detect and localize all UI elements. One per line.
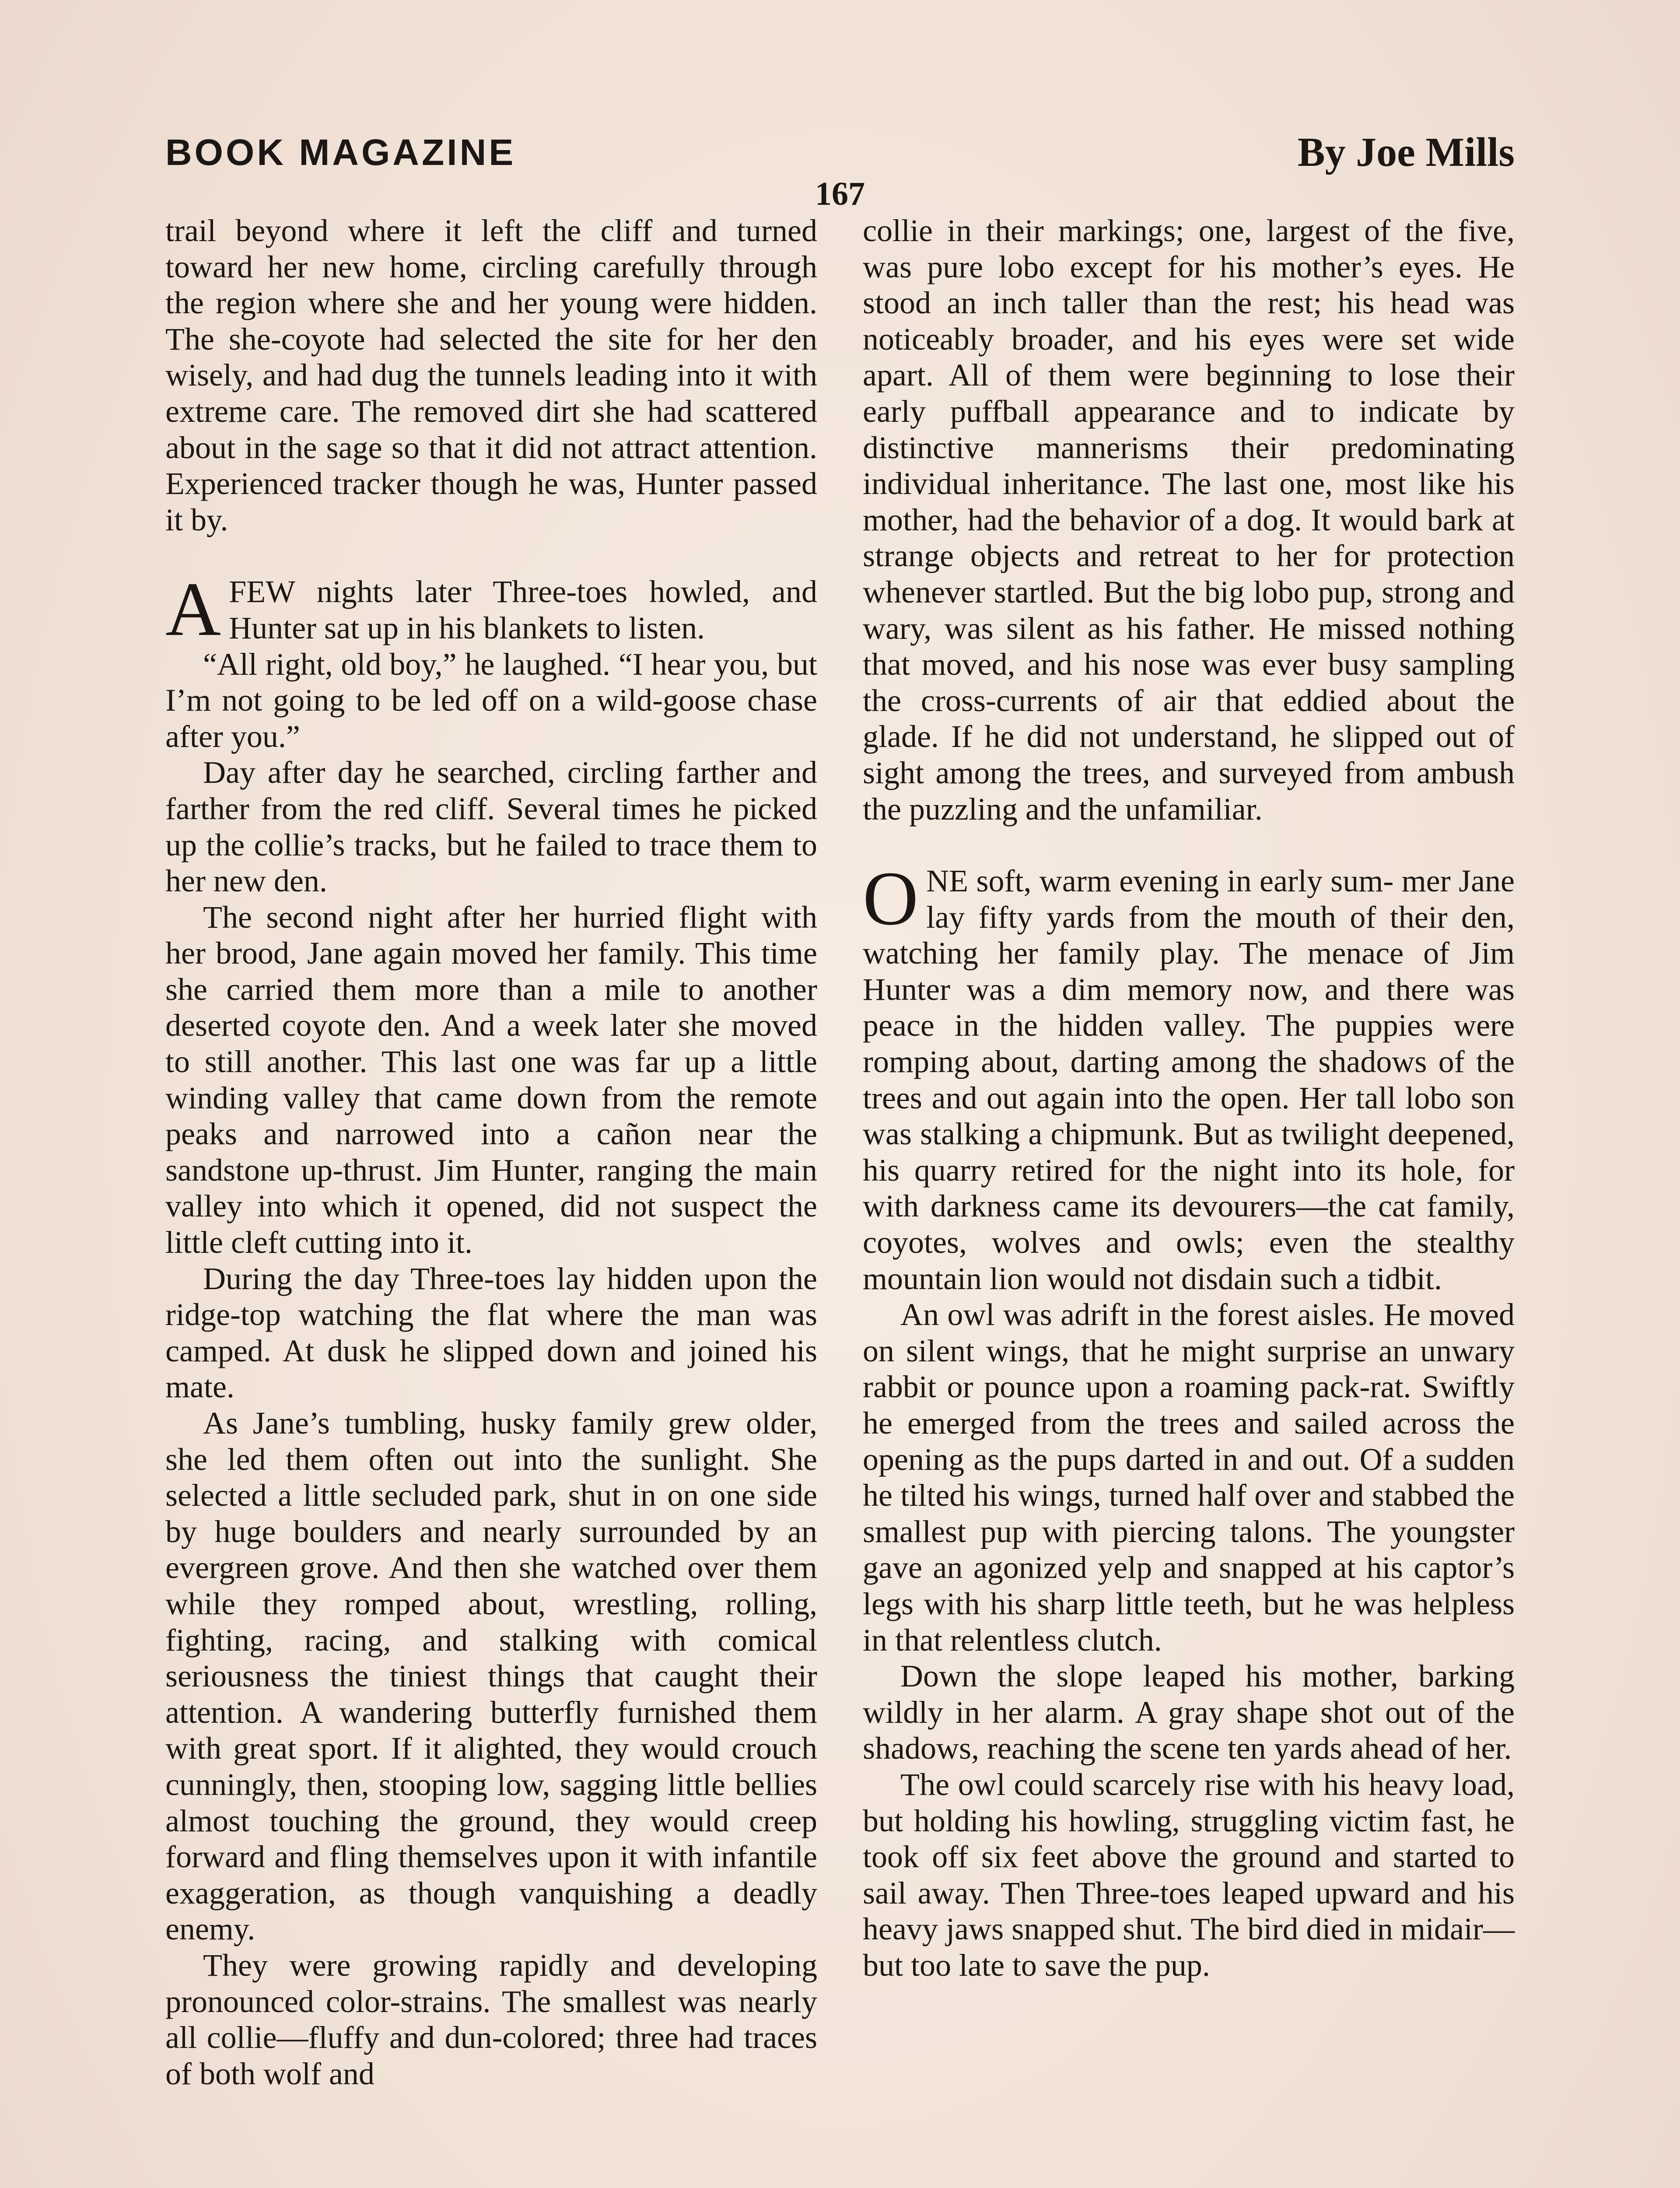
paragraph: collie in their markings; one, largest of the five, was pure lobo except for his mother’s eyes. He stood an inch taller than the rest; his head was noticeably broader, and his eyes were set wide apart. All of them were beginning to lose their early puffball appearance and to indicate by distinctive mannerisms their predominating individual inheritance. The last one, most like his mother, had the behavior of a dog. It would bark at strange objects and retreat to her for protection whenever startled. But the big lobo pup, strong and wary, was silent as his father. He missed nothing that moved, and his nose was ever busy sampling the cross-currents of air that eddied about the glade. If he did not understand, he slipped out of sight among the trees, and surveyed from ambush the puzzling and the unfamiliar.	[863, 213, 1515, 827]
publication-title: BOOK MAGAZINE	[165, 132, 516, 173]
paragraph: As Jane’s tumbling, husky family grew older, she led them often out into the sunlight. She selected a little secluded park, shut in on one side by huge boulders and nearly surrounded by an evergreen grove. And then she watched over them while they romped about, wrestling, rolling, fighting, racing, and stalking with comical seriousness the tiniest things that caught their attention. A wandering butterfly furnished them with great sport. If it alighted, they would crouch cunningly, then, stooping low, sagging little bellies almost touching the ground, they would creep forward and fling themselves upon it with infantile exaggeration, as though vanquishing a deadly enemy.	[165, 1406, 817, 1947]
drop-cap: A	[165, 567, 221, 652]
paragraph: The second night after her hurried flight with her brood, Jane again moved her family. This time she carried them more than a mile to another deserted coyote den. And a week later she moved to still another. This last one was far up a little winding valley that came down from the remote peaks and narrowed into a cañon near the sandstone up-thrust. Jim Hunter, ranging the main valley into which it opened, did not suspect the little cleft cutting into it.	[165, 899, 817, 1260]
drop-cap: O	[863, 856, 919, 942]
left-column	[165, 213, 817, 2092]
paragraph: An owl was adrift in the forest aisles. He moved on silent wings, that he might surprise an unwary rabbit or pounce upon a roaming pack-rat. Swiftly he emerged from the trees and sailed across the opening as the pups darted in and out. Of a sudden he tilted his wings, turned half over and stabbed the smallest pup with piercing talons. The youngster gave an agonized yelp and snapped at his captor’s legs with his sharp little teeth, but he was helpless in that relentless clutch.	[863, 1297, 1515, 1658]
page-number: 167	[815, 175, 865, 212]
paragraph-text: mer Jane lay fifty yards from the mouth of their den, watching her family play. The menace of Jim Hunter was a dim memory now, and there was peace in the hidden valley. The puppies were romping about, darting among the shadows of the trees and out again into the open. Her tall lobo son was stalking a chipmunk. But as twilight deepened, his quarry retired for the night into its hole, for with darkness came its devourers—the cat family, coyotes, wolves and owls; even the stealthy mountain lion would not disdain such a tidbit.	[863, 863, 1515, 1296]
paragraph: Day after day he searched, circling farther and farther from the red cliff. Several times he picked up the collie’s tracks, but he failed to trace them to her new den.	[165, 755, 817, 899]
paragraph: The owl could scarcely rise with his heavy load, but holding his howling, struggling victim fast, he took off six feet above the ground and started to sail away. Then Three-toes leaped upward and his heavy jaws snapped shut. The bird died in midair—but too late to save the pup.	[863, 1767, 1515, 1983]
section-opening-paragraph	[165, 567, 817, 652]
section-lead-text: NE soft, warm evening in early sum-	[926, 863, 1394, 899]
paragraph: Down the slope leaped his mother, barking wildly in her alarm. A gray shape shot out of the shadows, reaching the scene ten yards ahead of her.	[863, 1659, 1515, 1766]
author-byline: By Joe Mills	[1297, 130, 1515, 175]
paragraph: During the day Three-toes lay hidden upon the ridge-top watching the flat where the man was camped. At dusk he slipped down and joined his mate.	[165, 1261, 817, 1405]
paragraph: They were growing rapidly and developing pronounced color-strains. The smallest was nearly all collie—fluffy and dun-colored; three had traces of both wolf and	[165, 1947, 817, 2091]
paragraph: trail beyond where it left the cliff and turned toward her new home, circling carefully through the region where she and her young were hidden. The she-coyote had selected the site for her den wisely, and had dug the tunnels leading into it with extreme care. The removed dirt she had scattered about in the sage so that it did not attract attention. Experienced tracker though he was, Hunter passed it by.	[165, 213, 817, 537]
section-lead-text: FEW nights later Three-toes howled,	[229, 574, 750, 610]
section-opening-paragraph	[863, 856, 1515, 1297]
paragraph-text: and Hunter sat up in his blankets to listen.	[229, 574, 817, 645]
right-column	[863, 213, 1515, 1984]
paragraph: “All right, old boy,” he laughed. “I hear you, but I’m not going to be led off on a wild-goose chase after you.”	[165, 646, 817, 754]
